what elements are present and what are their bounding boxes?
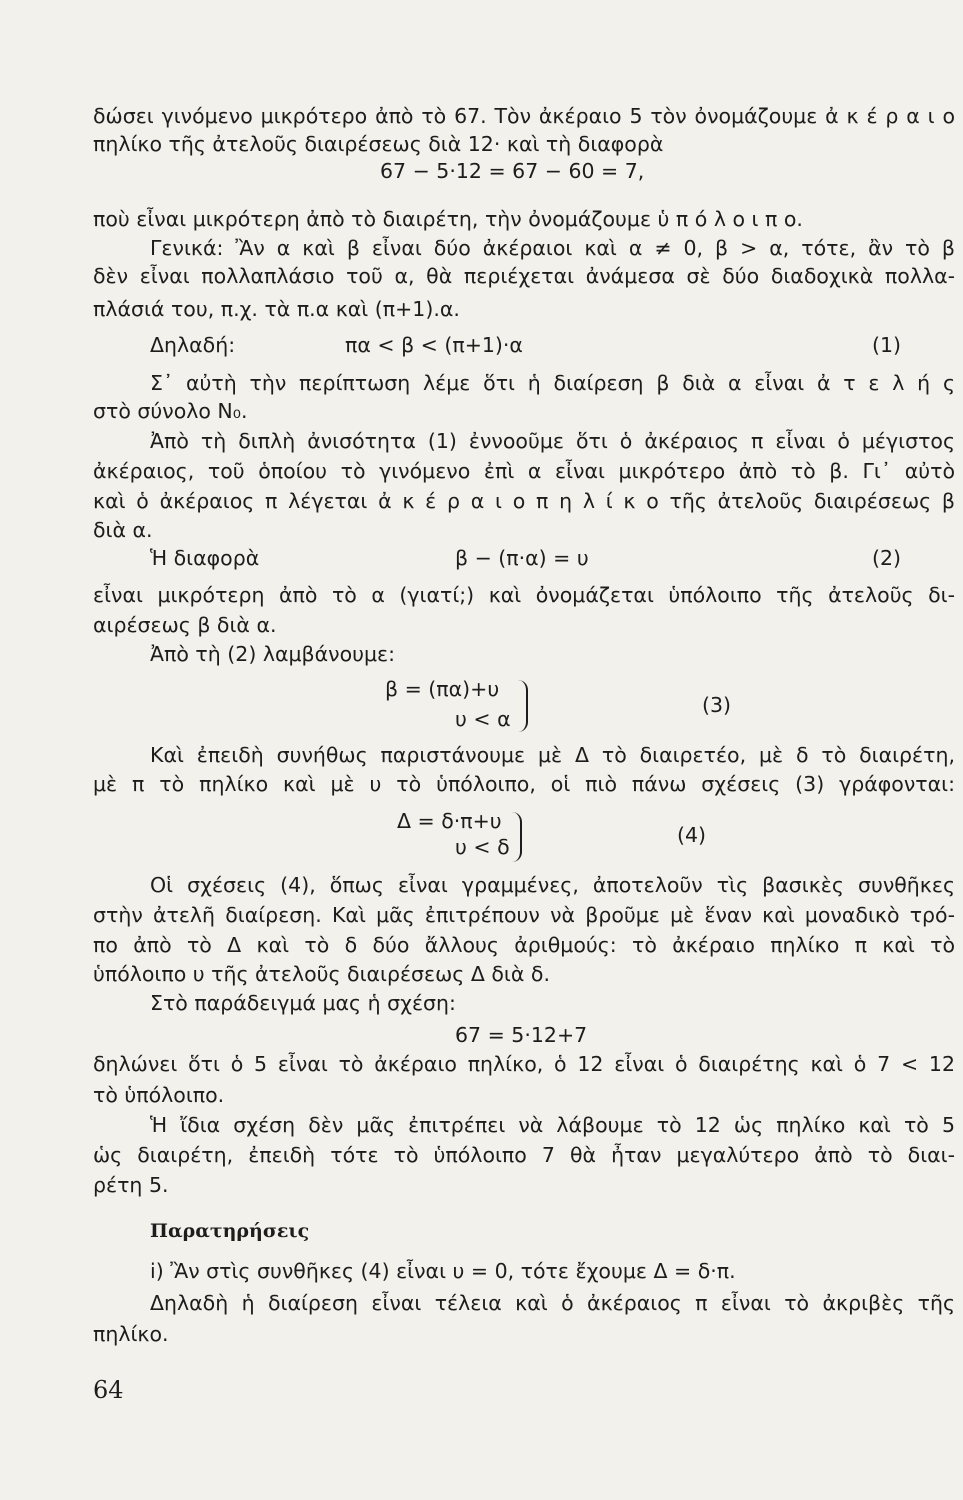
text-line: ρέτη 5. <box>93 1173 169 1197</box>
text-line: ὑπόλοιπο υ τῆς ἀτελοῦς διαιρέσεως Δ διὰ δ. <box>93 962 550 986</box>
equation-2: β − (π·α) = υ <box>455 546 589 570</box>
text-line: Καὶ ἐπειδὴ συνήθως παριστάνουμε μὲ Δ τὸ διαιρετέο, μὲ δ τὸ διαιρέτη, <box>150 743 955 767</box>
text-line: πλάσιά του, π.χ. τὰ π.α καὶ (π+1).α. <box>93 297 460 321</box>
text-line: ἀκέραιος, τοῦ ὁποίου τὸ γινόμενο ἐπὶ α εἶναι μικρότερο ἀπὸ τὸ β. Γι᾽ αὐτὸ <box>93 459 955 483</box>
text-line: πηλίκο. <box>93 1322 169 1346</box>
equation-difference: 67 − 5·12 = 67 − 60 = 7, <box>380 159 645 183</box>
text-line: διὰ α. <box>93 518 153 542</box>
page-number: 64 <box>93 1376 124 1404</box>
text-line: πηλίκο τῆς ἀτελοῦς διαιρέσεως διὰ 12· καὶ τὴ διαφορὰ <box>93 132 664 156</box>
text-line: Ἡ διαφορὰ <box>150 546 260 570</box>
equation-1: πα < β < (π+1)·α <box>345 333 523 357</box>
text-line: τὸ ὑπόλοιπο. <box>93 1083 225 1107</box>
text-line: αιρέσεως β διὰ α. <box>93 613 277 637</box>
text-line: στὴν ἀτελῆ διαίρεση. Καὶ μᾶς ἐπιτρέπουν νὰ βροῦμε μὲ ἕναν καὶ μοναδικὸ τρό- <box>93 903 955 927</box>
equation-number: (3) <box>702 693 732 717</box>
text-line: Ἀπὸ τὴ (2) λαμβάνουμε: <box>150 642 395 666</box>
equation-4-line-2: υ < δ <box>455 835 510 859</box>
text-line: εἶναι μικρότερη ἀπὸ τὸ α (γιατί;) καὶ ὀνομάζεται ὑπόλοιπο τῆς ἀτελοῦς δι- <box>93 583 955 607</box>
equation-number: (1) <box>872 333 902 357</box>
text-line: καὶ ὁ ἀκέραιος π λέγεται ἀ κ έ ρ α ι ο π η λ ί κ ο τῆς ἀτελοῦς διαιρέσεως β <box>93 489 955 513</box>
equation-4-line-1: Δ = δ·π+υ <box>397 809 502 833</box>
text-line: Γενικά: Ἂν α καὶ β εἶναι δύο ἀκέραιοι καὶ α ≠ 0, β > α, τότε, ἂν τὸ β <box>150 236 955 260</box>
text-line: Σ᾽ αὐτὴ τὴν περίπτωση λέμε ὅτι ἡ διαίρεση β διὰ α εἶναι ἀ τ ε λ ή ς <box>150 371 955 395</box>
text-line: πο ἀπὸ τὸ Δ καὶ τὸ δ δύο ἄλλους ἀριθμούς: τὸ ἀκέραιο πηλίκο π καὶ τὸ <box>93 933 955 957</box>
section-heading: Παρατηρήσεις <box>150 1220 310 1242</box>
text-line: δὲν εἶναι πολλαπλάσιο τοῦ α, θὰ περιέχεται ἀνάμεσα σὲ δύο διαδοχικὰ πολλα- <box>93 264 955 288</box>
text-line: μὲ π τὸ πηλίκο καὶ μὲ υ τὸ ὑπόλοιπο, οἱ πιὸ πάνω σχέσεις (3) γράφονται: <box>93 772 955 796</box>
equation-3-line-1: β = (πα)+υ <box>385 677 500 701</box>
text-line: Ἡ ἴδια σχέση δὲν μᾶς ἐπιτρέπει νὰ λάβουμε τὸ 12 ὡς πηλίκο καὶ τὸ 5 <box>150 1113 955 1137</box>
text-line: i) Ἂν στὶς συνθῆκες (4) εἶναι υ = 0, τότε ἔχουμε Δ = δ·π. <box>150 1259 736 1283</box>
text-line: Δηλαδή: <box>150 333 236 357</box>
text-line: Ἀπὸ τὴ διπλὴ ἀνισότητα (1) ἐννοοῦμε ὅτι ὁ ἀκέραιος π εἶναι ὁ μέγιστος <box>150 429 955 453</box>
text-line: Στὸ παράδειγμά μας ἡ σχέση: <box>150 991 456 1015</box>
equation-number: (4) <box>677 823 707 847</box>
text-line: δώσει γινόμενο μικρότερο ἀπὸ τὸ 67. Τὸν ἀκέραιο 5 τὸν ὀνομάζουμε ἀ κ έ ρ α ι ο <box>93 104 955 128</box>
text-line: στὸ σύνολο N₀. <box>93 399 248 423</box>
text-line: ὡς διαιρέτη, ἐπειδὴ τότε τὸ ὑπόλοιπο 7 θὰ ἦταν μεγαλύτερο ἀπὸ τὸ διαι- <box>93 1143 955 1167</box>
text-line: Οἱ σχέσεις (4), ὅπως εἶναι γραμμένες, ἀποτελοῦν τὶς βασικὲς συνθῆκες <box>150 873 955 897</box>
text-line: Δηλαδὴ ἡ διαίρεση εἶναι τέλεια καὶ ὁ ἀκέραιος π εἶναι τὸ ἀκριβὲς τῆς <box>150 1291 955 1315</box>
right-brace <box>512 812 522 862</box>
equation-number: (2) <box>872 546 902 570</box>
right-brace <box>518 680 528 732</box>
equation-example: 67 = 5·12+7 <box>455 1023 588 1047</box>
text-line: δηλώνει ὅτι ὁ 5 εἶναι τὸ ἀκέραιο πηλίκο, ὁ 12 εἶναι ὁ διαιρέτης καὶ ὁ 7 < 12 <box>93 1052 955 1076</box>
text-line: ποὺ εἶναι μικρότερη ἀπὸ τὸ διαιρέτη, τὴν ὀνομάζουμε ὑ π ό λ ο ι π ο. <box>93 207 803 231</box>
equation-3-line-2: υ < α <box>455 707 511 731</box>
